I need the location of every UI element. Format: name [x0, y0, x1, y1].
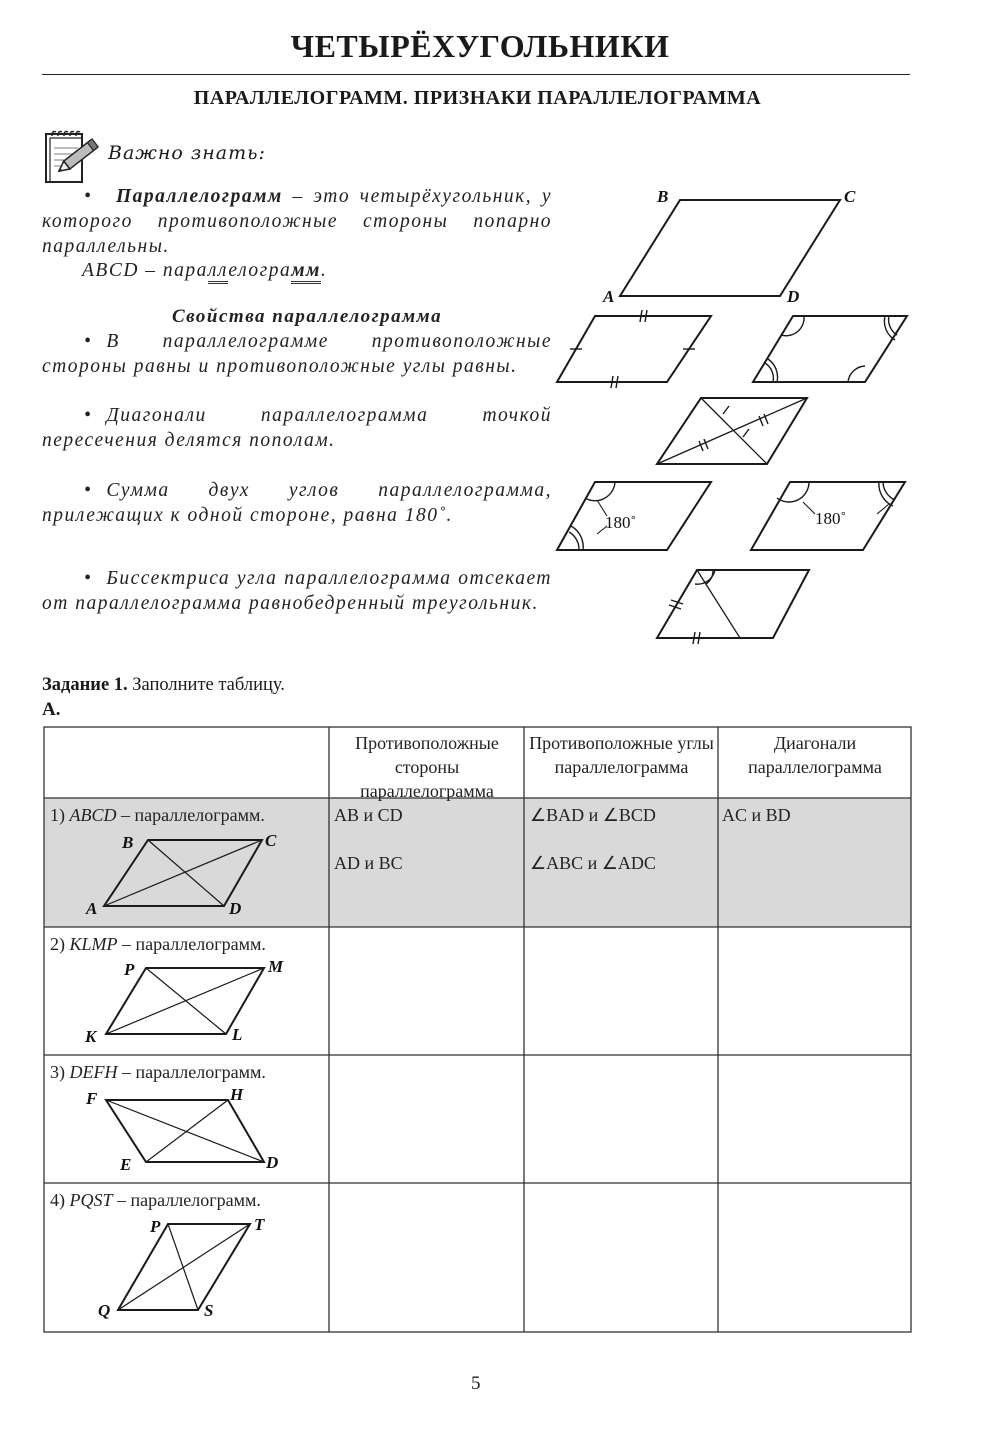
row1-sides-1: AB и CD — [334, 805, 403, 825]
row1-label-c: C — [265, 831, 277, 850]
example-underlined-1: лл — [208, 260, 229, 284]
section-subtitle: ПАРАЛЛЕЛОГРАММ. ПРИЗНАКИ ПАРАЛЛЕЛОГРАММА — [193, 87, 762, 109]
row1-angles-2: ∠ABC и ∠ADC — [530, 853, 656, 873]
angle-sum-label-left: 180˚ — [605, 513, 637, 532]
property-text: В параллелограмме противоположные стороны равны и противоположные углы равны. — [42, 331, 552, 377]
property-text: Сумма двух углов параллелограмма, прилежащих к одной стороне, равна 180˚. — [42, 480, 552, 526]
example-prefix: ABCD – пара — [82, 260, 208, 281]
row1-title — [50, 803, 265, 827]
task-text: Заполните таблицу. — [127, 675, 285, 695]
property-bullet: • — [84, 480, 93, 501]
task-part: А. — [42, 699, 61, 720]
row2-label-p: P — [124, 960, 135, 979]
definition-text: – это четырёхугольник, у которого противоположные стороны попарно параллельны. — [42, 186, 552, 257]
row1-label-b: B — [122, 833, 134, 852]
row4-title — [50, 1188, 261, 1212]
task-label: Задание 1. — [42, 675, 128, 695]
row2-label-m: M — [268, 957, 284, 976]
property-text: Биссектриса угла параллелограмма отсекает от параллелограмма равнобедренный треугольник. — [42, 568, 552, 614]
row3-sides-cell[interactable] — [330, 1056, 523, 1182]
row2-diagonals-cell[interactable] — [719, 928, 910, 1054]
row3-diagonals-cell[interactable] — [719, 1056, 910, 1182]
row1-sides-2: AD и BC — [334, 853, 403, 873]
vertex-label-c: C — [844, 187, 856, 206]
row4-label-t: T — [254, 1215, 265, 1234]
header-angles: Противоположные углы параллелограмма — [529, 733, 714, 777]
row3-label-e: E — [120, 1155, 132, 1174]
row1-angles-1: ∠BAD и ∠BCD — [530, 805, 656, 825]
row1-label-a: A — [86, 899, 98, 918]
row1-num: 1) — [50, 805, 65, 825]
vertex-label-a: A — [603, 287, 615, 306]
row4-angles-cell[interactable] — [525, 1184, 717, 1331]
row3-label-d: D — [266, 1153, 279, 1172]
row1-suffix: – параллелограмм. — [116, 805, 265, 825]
definition-bullet: • — [84, 186, 93, 207]
row3-num: 3) — [50, 1062, 65, 1082]
row4-label-s: S — [204, 1301, 214, 1320]
definition-term: Параллелограмм — [116, 186, 283, 207]
row2-suffix: – параллелограмм. — [117, 934, 266, 954]
row2-sides-cell[interactable] — [330, 928, 523, 1054]
row3-label-h: H — [230, 1085, 244, 1104]
vertex-label-d: D — [787, 287, 800, 306]
row4-diagonals-cell[interactable] — [719, 1184, 910, 1331]
row4-num: 4) — [50, 1190, 65, 1210]
row4-name: PQST — [69, 1190, 113, 1210]
row1-name: ABCD — [69, 805, 117, 825]
example-suffix: . — [320, 260, 328, 281]
property-bullet: • — [84, 568, 93, 589]
page-number: 5 — [471, 1373, 481, 1394]
properties-heading: Свойства параллелограмма — [172, 306, 443, 327]
row4-sides-cell[interactable] — [330, 1184, 523, 1331]
row2-title — [50, 932, 266, 956]
row4-label-p: P — [150, 1217, 161, 1236]
row2-label-l: L — [232, 1025, 243, 1044]
angle-sum-label-right: 180˚ — [815, 509, 847, 528]
row4-suffix: – параллелограмм. — [112, 1190, 261, 1210]
important-note-label: Важно знать: — [108, 142, 266, 164]
row2-num: 2) — [50, 934, 65, 954]
example-middle: елогра — [228, 260, 292, 281]
row3-angles-cell[interactable] — [525, 1056, 717, 1182]
row2-label-k: K — [85, 1027, 97, 1046]
header-sides: Противоположные стороны параллелограмма — [355, 733, 499, 801]
property-bullet: • — [84, 331, 93, 352]
row1-label-d: D — [229, 899, 242, 918]
row3-suffix: – параллелограмм. — [117, 1062, 266, 1082]
property-bullet: • — [84, 405, 93, 426]
page-title: ЧЕТЫРЁХУГОЛЬНИКИ — [290, 28, 670, 64]
example-underlined-2: мм — [291, 260, 321, 284]
row4-label-q: Q — [98, 1301, 111, 1320]
property-text: Диагонали параллелограмма точкой пересечения делятся пополам. — [42, 405, 552, 451]
row2-name: KLMP — [69, 934, 118, 954]
row3-name: DEFH — [69, 1062, 118, 1082]
vertex-label-b: B — [657, 187, 669, 206]
row3-label-f: F — [86, 1089, 98, 1108]
row3-title — [50, 1060, 266, 1084]
header-diagonals: Диагонали параллелограмма — [748, 733, 882, 777]
row1-diagonals: AC и BD — [722, 805, 791, 825]
row2-angles-cell[interactable] — [525, 928, 717, 1054]
